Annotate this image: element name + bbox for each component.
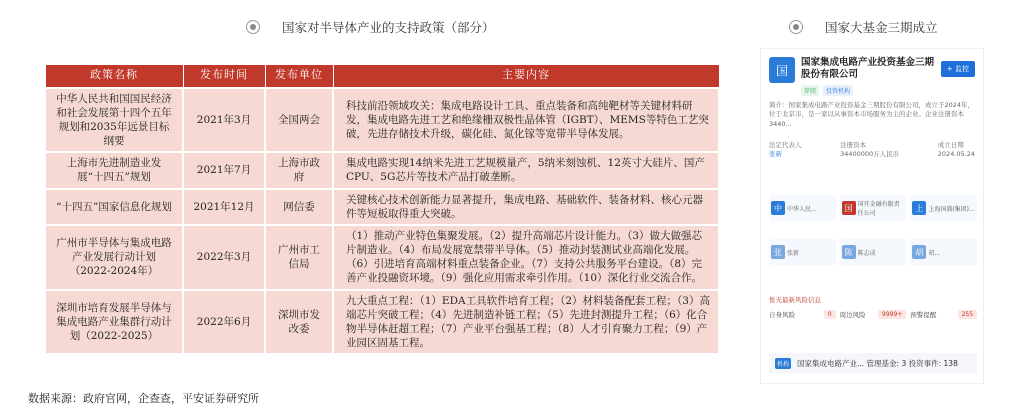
avatar: 胡: [912, 245, 926, 259]
person-name: 陈志成: [857, 249, 876, 257]
risk-value: 255: [958, 310, 977, 319]
fund-footer[interactable]: [769, 353, 977, 373]
avatar: 张: [771, 245, 785, 259]
date-cell: 2021年3月: [183, 88, 265, 153]
date-cell: 2021年7月: [183, 152, 265, 188]
unit-cell: 网信委: [265, 189, 333, 225]
content-cell: 九大重点工程：（1）EDA工具软件培育工程；（2）材料装备配套工程；（3）高端芯片突破工程；（4）先进制造补链工程；（5）先进封测提升工程；（6）化合物半导体赶超工程；（7）产业平台强基工程；（8）人才引育聚力工程；（9）产业园区固基工程。: [333, 290, 719, 355]
table-row: [45, 225, 719, 290]
risk-item[interactable]: [910, 310, 977, 319]
company-logo: 国: [769, 57, 795, 83]
unit-cell: 全国两会: [265, 88, 333, 153]
header-policy-name: 政策名称: [45, 65, 183, 88]
header-date: 发布时间: [183, 65, 265, 88]
policy-name-cell: 上海市先进制造业发展“十四五”规划: [45, 152, 183, 188]
org-icon: 中: [771, 201, 785, 215]
shareholder-name: 上海国盛(集团)...: [928, 205, 975, 213]
risk-label: 预警提醒: [910, 311, 937, 319]
unit-cell: 上海市政府: [265, 152, 333, 188]
date-cell: 2022年3月: [183, 225, 265, 290]
policy-name-cell: 深圳市培育发展半导体与集成电路产业集群行动计划（2022-2025）: [45, 290, 183, 355]
meta-label: 法定代表人: [769, 141, 802, 149]
status-badge: 存续: [801, 85, 819, 96]
shareholder-card[interactable]: [910, 195, 977, 221]
person-card[interactable]: [910, 239, 977, 265]
company-profile-screenshot: [760, 48, 984, 384]
right-section-title: [789, 18, 938, 36]
meta-label: 成立日期: [937, 141, 964, 149]
shareholder-row: [769, 195, 977, 221]
content-cell: 科技前沿领域攻关：集成电路设计工具、重点装备和高纯靶材等关键材料研发，集成电路先进工艺和绝缘栅双极性晶体管（IGBT）、MEMS等特色工艺突破，先进存储技术升级，碳化硅、氮化镓等宽带半导体发展。: [333, 88, 719, 153]
shareholder-card[interactable]: [840, 195, 907, 221]
date-value: 2024.05.24: [937, 150, 975, 159]
risk-title: 暂无最新风险信息: [769, 296, 821, 304]
company-tags: [801, 85, 853, 96]
table-row: [45, 88, 719, 153]
policy-name-cell: 中华人民共和国国民经济和社会发展第十四个五年规划和2035年远景目标纲要: [45, 88, 183, 153]
capital-value: 34400000万人民币: [840, 150, 900, 159]
shareholder-card[interactable]: [769, 195, 836, 221]
company-meta: [769, 141, 975, 159]
person-name: 胡...: [928, 249, 941, 257]
policy-table: [44, 64, 720, 355]
institution-icon: 机构: [775, 358, 791, 369]
left-title-text: 国家对半导体产业的支持政策（部分）: [282, 20, 495, 35]
risk-value: 9999+: [878, 310, 906, 319]
content-cell: （1）推动产业特色集聚发展。（2）提升高端芯片设计能力。（3）做大做强芯片制造业。（4）布局发展宽禁带半导体。（5）推动封装测试业高端化发展。（6）引进培育高端材料重点装备企业。（7）支持公共服务平台建设。（8）完善产业投融资环境。（9）强化应用需求牵引作用。（10）深化行业交流合作。: [333, 225, 719, 290]
content-cell: 关键核心技术创新能力显著提升，集成电路、基础软件、装备材料、核心元器件等短板取得重大突破。: [333, 189, 719, 225]
risk-label: 周边风险: [839, 311, 866, 319]
footer-text: 国家集成电路产业... 管理基金: 3 投资事件: 138: [797, 358, 958, 368]
person-card[interactable]: [840, 239, 907, 265]
target-bullet-icon: [789, 20, 803, 34]
avatar: 陈: [842, 245, 856, 259]
table-row: [45, 152, 719, 188]
type-badge: 投资机构: [823, 85, 853, 96]
policy-name-cell: 广州市半导体与集成电路产业发展行动计划（2022-2024年）: [45, 225, 183, 290]
risk-item[interactable]: [840, 310, 907, 319]
date-cell: 2021年12月: [183, 189, 265, 225]
legal-rep-value[interactable]: 张新: [769, 150, 782, 159]
unit-cell: 深圳市发改委: [265, 290, 333, 355]
person-card[interactable]: [769, 239, 836, 265]
org-icon: 国: [842, 201, 856, 215]
org-icon: 上: [912, 201, 926, 215]
risk-label: 自身风险: [769, 311, 795, 319]
company-description: 简介：国家集成电路产业投资基金三期股份有限公司，成立于2024年，位于北京市，是一家以从事资本市场服务为主的企业。企业注册资本3440...: [769, 101, 975, 128]
left-section-title: [246, 18, 495, 36]
table-row: [45, 189, 719, 225]
target-bullet-icon: [246, 20, 260, 34]
risk-value: 0: [824, 310, 836, 319]
unit-cell: 广州市工信局: [265, 225, 333, 290]
table-row: [45, 290, 719, 355]
person-name: 张新: [787, 249, 800, 257]
data-source-note: 数据来源：政府官网，企查查，平安证券研究所: [28, 392, 259, 405]
right-title-text: 国家大基金三期成立: [825, 20, 938, 35]
shareholder-name: 中华人民...: [787, 205, 817, 213]
shareholder-name: 国开金融有限责任公司: [857, 201, 900, 217]
company-name: 国家集成电路产业投资基金三期股份有限公司: [801, 57, 935, 81]
header-unit: 发布单位: [265, 65, 333, 88]
header-content: 主要内容: [333, 65, 719, 88]
risk-item[interactable]: [769, 310, 836, 319]
monitor-button[interactable]: + 监控: [941, 61, 975, 77]
policy-name-cell: “十四五”国家信息化规划: [45, 189, 183, 225]
date-cell: 2022年6月: [183, 290, 265, 355]
risk-panel: [769, 295, 977, 319]
people-row: [769, 239, 977, 265]
content-cell: 集成电路实现14纳米先进工艺规模量产，5纳米刻蚀机、12英寸大硅片、国产CPU、5G芯片等技术产品打破垄断。: [333, 152, 719, 188]
meta-label: 注册资本: [840, 141, 867, 149]
